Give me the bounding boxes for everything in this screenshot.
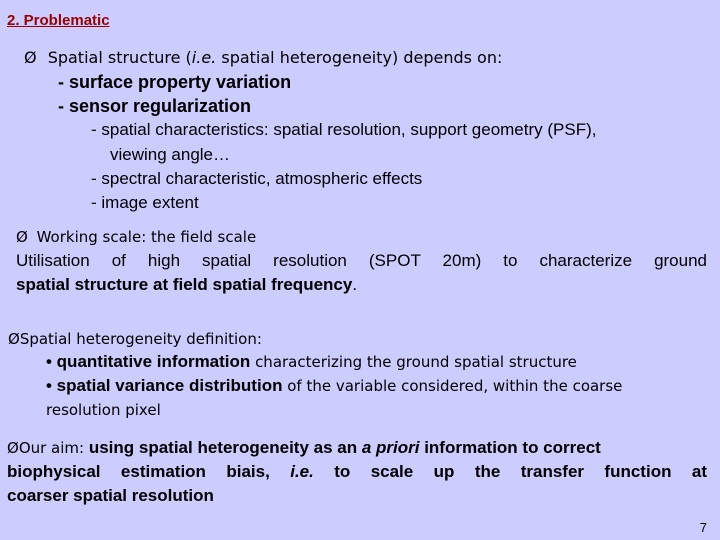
arrow-bullet-icon: Ø [16, 228, 28, 246]
section1-lead-a: Spatial structure ( [47, 48, 192, 67]
section2-heading [16, 228, 256, 246]
section3-bullet-1 [46, 352, 577, 372]
arrow-bullet-icon: Ø [8, 330, 20, 348]
section4-line-3: coarser spatial resolution [7, 486, 214, 505]
section1-subitem-1-cont: viewing angle… [110, 145, 231, 164]
section1-subitem-1: - spatial characteristics: spatial resolution, support geometry (PSF), [91, 120, 597, 139]
section1-lead-b: spatial heterogeneity) depends on: [216, 48, 503, 67]
section3-bullet-2-cont: resolution pixel [46, 401, 161, 419]
section1-subitem-2: - spectral characteristic, atmospheric effects [91, 169, 423, 188]
page-number: 7 [699, 520, 707, 535]
section1-lead-ie: i.e. [191, 48, 217, 67]
section1-heading [24, 48, 502, 67]
section4-line-1-b: information to correct [419, 438, 601, 457]
section2-line-2-bold: spatial structure at field spatial frequency [16, 275, 353, 294]
section1-subitem-3: - image extent [91, 193, 199, 212]
section3-lead: Spatial heterogeneity definition: [19, 330, 262, 348]
section2-line-2-end: . [352, 275, 358, 294]
section3-bullet-2 [46, 376, 622, 396]
slide-title: 2. Problematic [7, 12, 110, 29]
section4-line-2 [7, 462, 707, 482]
section3-bullet-2-bold: • spatial variance distribution [46, 376, 283, 395]
section4-line-1 [7, 438, 601, 458]
section4-line-2-italic: i.e. [290, 462, 314, 481]
section4-lead: Our aim: [18, 439, 85, 457]
section3-bullet-1-bold: • quantitative information [46, 352, 251, 371]
section4-line-2-a: biophysical estimation biais, [7, 462, 291, 481]
section4-line-2-b: to scale up the transfer function at [313, 462, 707, 481]
section2-line-1: Utilisation of high spatial resolution (SPOT 20m) to characterize ground [16, 251, 707, 270]
section1-item-1: - surface property variation [58, 72, 292, 92]
arrow-bullet-icon: Ø [7, 439, 19, 457]
section4-line-1-a: using spatial heterogeneity as an [84, 438, 362, 457]
section1-item-2: - sensor regularization [58, 96, 252, 116]
section2-line-2 [16, 275, 357, 295]
section4-line-1-italic: a priori [361, 438, 420, 457]
arrow-bullet-icon: Ø [24, 48, 37, 67]
section3-heading [8, 330, 262, 348]
section2-lead: Working scale: the field scale [36, 228, 257, 246]
section3-bullet-1-rest: characterizing the ground spatial structure [250, 353, 577, 371]
section3-bullet-2-rest: of the variable considered, within the coarse [282, 377, 623, 395]
